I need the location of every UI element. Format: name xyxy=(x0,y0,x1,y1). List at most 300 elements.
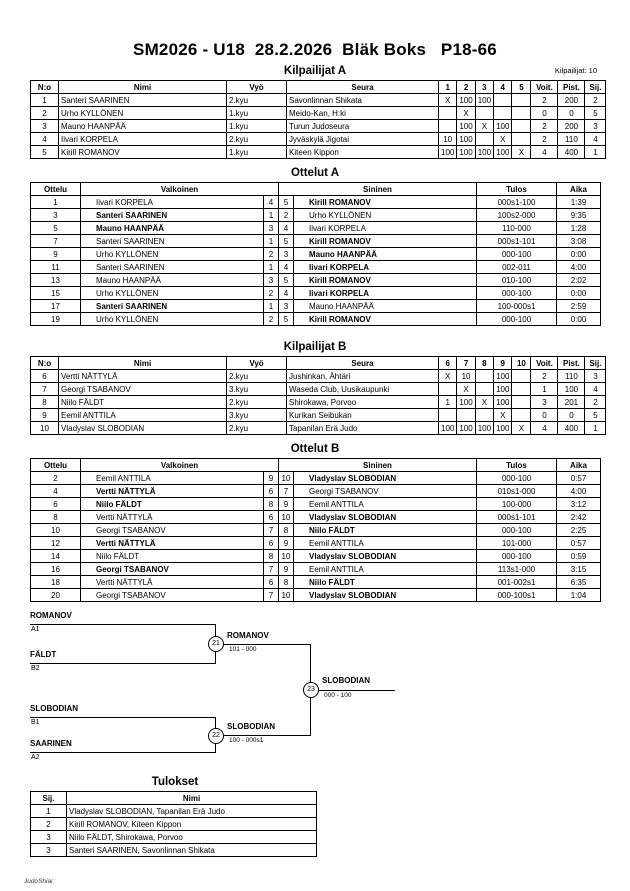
match-time: 1:04 xyxy=(557,589,601,602)
blue-competitor: Iivari KORPELA xyxy=(294,287,477,300)
column-header: 6 xyxy=(439,357,457,370)
place-cell: 2 xyxy=(585,94,606,107)
round-robin-cell xyxy=(457,409,475,422)
pool-b-table xyxy=(30,356,606,435)
match-number: 7 xyxy=(31,235,81,248)
round-robin-cell xyxy=(512,409,531,422)
competitor-belt: 2.kyu xyxy=(227,133,287,146)
match-number: 14 xyxy=(31,550,81,563)
round-robin-cell: 100 xyxy=(457,146,475,159)
competitor-name: Eemil ANTTILA xyxy=(59,409,227,422)
competitor-row xyxy=(31,133,606,146)
blue-number: 5 xyxy=(279,235,294,248)
match-time: 1:28 xyxy=(557,222,601,235)
competitor-name: Niilo FÄLDT xyxy=(59,396,227,409)
match-result: 000-100 xyxy=(477,550,557,563)
match-row xyxy=(31,485,601,498)
match-result: 001-002s1 xyxy=(477,576,557,589)
competitor-club: Kurikan Seibukan xyxy=(287,409,439,422)
points-cell: 200 xyxy=(558,94,585,107)
white-number: 3 xyxy=(264,274,279,287)
match-row xyxy=(31,261,601,274)
round-robin-cell: 100 xyxy=(475,422,493,435)
white-number: 6 xyxy=(264,537,279,550)
match-number: 5 xyxy=(31,222,81,235)
round-robin-cell xyxy=(439,409,457,422)
match-number: 17 xyxy=(31,300,81,313)
bracket-winner-name: ROMANOV xyxy=(227,631,269,640)
place-cell: 1 xyxy=(585,422,606,435)
column-header: 7 xyxy=(457,357,475,370)
wins-cell: 4 xyxy=(531,422,558,435)
bracket-line xyxy=(30,624,216,625)
competitor-belt: 2.kyu xyxy=(227,396,287,409)
competitor-number: 4 xyxy=(31,133,59,146)
competitor-belt: 1.kyu xyxy=(227,120,287,133)
round-robin-cell: 10 xyxy=(457,370,475,383)
blue-competitor: Eemil ANTTILA xyxy=(294,537,477,550)
white-competitor: Georgi TSABANOV xyxy=(81,524,264,537)
white-number: 2 xyxy=(264,287,279,300)
match-time: 0:57 xyxy=(557,537,601,550)
place-cell: 1 xyxy=(31,805,67,818)
place-cell: 3 xyxy=(31,844,67,857)
match-number: 1 xyxy=(31,196,81,209)
blue-competitor: Kirill ROMANOV xyxy=(294,274,477,287)
white-competitor: Georgi TSABANOV xyxy=(81,589,264,602)
column-header: Aika xyxy=(557,459,601,472)
blue-number: 5 xyxy=(279,313,294,326)
competitor-name: Kirill ROMANOV xyxy=(59,146,227,159)
match-row xyxy=(31,589,601,602)
competitor-name: Vladyslav SLOBODIAN xyxy=(59,422,227,435)
round-robin-cell xyxy=(439,107,457,120)
competitor-number: 5 xyxy=(31,146,59,159)
round-robin-cell: 10 xyxy=(439,133,457,146)
bracket-slot-name: SAARINEN xyxy=(30,739,72,748)
competitor-club: Jushinkan, Ähtäri xyxy=(287,370,439,383)
white-number: 2 xyxy=(264,313,279,326)
column-header: Sij. xyxy=(585,81,606,94)
bracket-line xyxy=(318,690,395,691)
wins-cell: 2 xyxy=(531,94,558,107)
column-header: Seura xyxy=(287,357,439,370)
match-row xyxy=(31,550,601,563)
match-result: 100-000s1 xyxy=(477,300,557,313)
round-robin-cell xyxy=(512,107,531,120)
blue-number: 10 xyxy=(279,472,294,485)
competitor-row xyxy=(31,383,606,396)
white-number: 1 xyxy=(264,235,279,248)
competitor-belt: 1.kyu xyxy=(227,146,287,159)
white-competitor: Eemil ANTTILA xyxy=(81,472,264,485)
pool-a-table xyxy=(30,80,606,159)
matches-b-table-host xyxy=(0,458,630,602)
blue-number: 3 xyxy=(279,300,294,313)
competitor-club: Waseda Club, Uusikaupunki xyxy=(287,383,439,396)
match-number: 3 xyxy=(31,209,81,222)
blue-number: 9 xyxy=(279,537,294,550)
match-number: 2 xyxy=(31,472,81,485)
blue-number: 3 xyxy=(279,248,294,261)
column-header: 9 xyxy=(494,357,512,370)
match-row xyxy=(31,209,601,222)
blue-competitor: Vladyslav SLOBODIAN xyxy=(294,472,477,485)
page-title: SM2026 - U18 28.2.2026 Bläk Boks P18-66 xyxy=(133,40,497,59)
match-result: 100s2-000 xyxy=(477,209,557,222)
white-number: 6 xyxy=(264,576,279,589)
bracket-winner-name: SLOBODIAN xyxy=(227,722,275,731)
blue-number: 5 xyxy=(279,196,294,209)
blue-number: 5 xyxy=(279,274,294,287)
match-result: 000-100 xyxy=(477,287,557,300)
bracket-score: 000 - 100 xyxy=(324,692,352,699)
round-robin-cell: 100 xyxy=(494,120,512,133)
bracket-line xyxy=(30,717,216,718)
competitor-club: Tapanilan Erä Judo xyxy=(287,422,439,435)
blue-competitor: Mauno HAANPÄÄ xyxy=(294,300,477,313)
column-header: Nimi xyxy=(67,792,317,805)
points-cell: 201 xyxy=(558,396,585,409)
pool-a-table-host xyxy=(0,80,630,159)
blue-competitor: Vladyslav SLOBODIAN xyxy=(294,550,477,563)
white-number: 8 xyxy=(264,550,279,563)
white-competitor: Niilo FÄLDT xyxy=(81,498,264,511)
white-number: 7 xyxy=(264,524,279,537)
competitor-number: 3 xyxy=(31,120,59,133)
match-row xyxy=(31,222,601,235)
blue-number: 9 xyxy=(279,563,294,576)
matches-b-table xyxy=(30,458,601,602)
column-header: 2 xyxy=(457,81,475,94)
blue-number: 4 xyxy=(279,287,294,300)
white-number: 4 xyxy=(264,196,279,209)
match-time: 2:59 xyxy=(557,300,601,313)
column-header: Sininen xyxy=(279,183,477,196)
match-number: 15 xyxy=(31,287,81,300)
white-number: 6 xyxy=(264,485,279,498)
blue-competitor: Iivari KORPELA xyxy=(294,222,477,235)
blue-number: 2 xyxy=(279,209,294,222)
match-result: 010s1-000 xyxy=(477,485,557,498)
place-cell: 2 xyxy=(31,818,67,831)
match-result: 000-100 xyxy=(477,313,557,326)
match-row xyxy=(31,248,601,261)
match-number: 9 xyxy=(31,248,81,261)
column-header: Ottelu xyxy=(31,459,81,472)
match-number-circle: 23 xyxy=(303,682,319,698)
white-number: 6 xyxy=(264,511,279,524)
round-robin-cell xyxy=(512,396,531,409)
competitor-row xyxy=(31,94,606,107)
white-number: 3 xyxy=(264,222,279,235)
white-competitor: Santeri SAARINEN xyxy=(81,300,264,313)
place-cell: 3 xyxy=(31,831,67,844)
column-header: Aika xyxy=(557,183,601,196)
place-cell: 5 xyxy=(585,409,606,422)
blue-number: 8 xyxy=(279,576,294,589)
round-robin-cell xyxy=(512,94,531,107)
blue-number: 10 xyxy=(279,589,294,602)
bracket-seed: A1 xyxy=(31,626,40,633)
round-robin-cell: 100 xyxy=(439,422,457,435)
bracket-line xyxy=(223,735,310,736)
round-robin-cell: 100 xyxy=(457,120,475,133)
round-robin-cell: 100 xyxy=(457,133,475,146)
column-header: Tulos xyxy=(477,183,557,196)
points-cell: 400 xyxy=(558,422,585,435)
white-competitor: Iivari KORPELA xyxy=(81,196,264,209)
round-robin-cell: X xyxy=(439,94,457,107)
points-cell: 0 xyxy=(558,409,585,422)
white-competitor: Vertti NÄTTYLÄ xyxy=(81,537,264,550)
column-header: N:o xyxy=(31,81,59,94)
competitor-name: Iivari KORPELA xyxy=(59,133,227,146)
competitor-club: Savonlinnan Shikata xyxy=(287,94,439,107)
round-robin-cell xyxy=(512,120,531,133)
wins-cell: 1 xyxy=(531,383,558,396)
white-competitor: Vertti NÄTTYLÄ xyxy=(81,576,264,589)
bracket-line xyxy=(223,644,310,645)
wins-cell: 0 xyxy=(531,409,558,422)
competitor-name: Georgi TSABANOV xyxy=(59,383,227,396)
match-number-circle: 22 xyxy=(208,728,224,744)
competitor-number: 7 xyxy=(31,383,59,396)
match-result: 101-000 xyxy=(477,537,557,550)
column-header: Nimi xyxy=(59,357,227,370)
column-header: Nimi xyxy=(59,81,227,94)
match-number: 20 xyxy=(31,589,81,602)
result-name-cell: Santeri SAARINEN, Savonlinnan Shikata xyxy=(67,844,317,857)
points-cell: 100 xyxy=(558,383,585,396)
round-robin-cell: X xyxy=(475,396,493,409)
match-row xyxy=(31,274,601,287)
match-number: 19 xyxy=(31,313,81,326)
round-robin-cell: X xyxy=(494,133,512,146)
round-robin-cell xyxy=(494,94,512,107)
blue-competitor: Kirill ROMANOV xyxy=(294,235,477,248)
match-row xyxy=(31,196,601,209)
points-cell: 400 xyxy=(558,146,585,159)
bracket-seed: B2 xyxy=(31,665,40,672)
competitor-club: Kiteen Kippon xyxy=(287,146,439,159)
white-competitor: Santeri SAARINEN xyxy=(81,261,264,274)
match-number: 13 xyxy=(31,274,81,287)
match-time: 0:00 xyxy=(557,313,601,326)
round-robin-cell xyxy=(475,409,493,422)
results-table xyxy=(30,791,317,857)
competitor-club: Jyväskylä Jigotai xyxy=(287,133,439,146)
competitor-number: 10 xyxy=(31,422,59,435)
match-row xyxy=(31,472,601,485)
blue-competitor: Mauno HAANPÄÄ xyxy=(294,248,477,261)
competitor-number: 6 xyxy=(31,370,59,383)
round-robin-cell: 100 xyxy=(494,146,512,159)
match-time: 4:00 xyxy=(557,485,601,498)
match-result: 000-100s1 xyxy=(477,589,557,602)
matches-a-table xyxy=(30,182,601,326)
white-number: 7 xyxy=(264,563,279,576)
round-robin-cell xyxy=(512,133,531,146)
white-number: 1 xyxy=(264,209,279,222)
points-cell: 0 xyxy=(558,107,585,120)
match-number: 4 xyxy=(31,485,81,498)
match-time: 2:42 xyxy=(557,511,601,524)
wins-cell: 4 xyxy=(531,146,558,159)
round-robin-cell: 100 xyxy=(494,370,512,383)
match-result: 010-100 xyxy=(477,274,557,287)
column-header: Pist. xyxy=(558,81,585,94)
pool-b-table-host xyxy=(0,356,630,435)
blue-competitor: Niilo FÄLDT xyxy=(294,524,477,537)
column-header: 8 xyxy=(475,357,493,370)
match-number: 16 xyxy=(31,563,81,576)
blue-number: 10 xyxy=(279,550,294,563)
competitor-row xyxy=(31,422,606,435)
round-robin-cell xyxy=(475,107,493,120)
competitor-row xyxy=(31,396,606,409)
competitor-number: 9 xyxy=(31,409,59,422)
result-row xyxy=(31,818,317,831)
blue-number: 9 xyxy=(279,498,294,511)
bracket-score: 100 - 000s1 xyxy=(229,737,264,744)
column-header: Voit. xyxy=(531,81,558,94)
blue-competitor: Eemil ANTTILA xyxy=(294,498,477,511)
column-header: Sij. xyxy=(585,357,606,370)
competitor-row xyxy=(31,409,606,422)
result-row xyxy=(31,805,317,818)
match-number: 12 xyxy=(31,537,81,550)
white-number: 2 xyxy=(264,248,279,261)
white-number: 8 xyxy=(264,498,279,511)
competitor-belt: 3.kyu xyxy=(227,383,287,396)
competitor-row xyxy=(31,120,606,133)
blue-competitor: Eemil ANTTILA xyxy=(294,563,477,576)
match-result: 000s1-100 xyxy=(477,196,557,209)
column-header: Sij. xyxy=(31,792,67,805)
place-cell: 2 xyxy=(585,396,606,409)
competitor-name: Mauno HAANPÄÄ xyxy=(59,120,227,133)
match-time: 0:00 xyxy=(557,287,601,300)
competitor-belt: 3.kyu xyxy=(227,409,287,422)
blue-competitor: Georgi TSABANOV xyxy=(294,485,477,498)
bracket-line xyxy=(30,752,216,753)
blue-competitor: Urho KYLLÖNEN xyxy=(294,209,477,222)
section-title-pool-a: Kilpailijat A xyxy=(283,65,347,77)
column-header: Vyö xyxy=(227,81,287,94)
match-row xyxy=(31,235,601,248)
competitor-belt: 2.kyu xyxy=(227,422,287,435)
competitor-row xyxy=(31,107,606,120)
blue-competitor: Niilo FÄLDT xyxy=(294,576,477,589)
result-row xyxy=(31,831,317,844)
round-robin-cell: 1 xyxy=(439,396,457,409)
match-time: 3:08 xyxy=(557,235,601,248)
white-competitor: Urho KYLLÖNEN xyxy=(81,313,264,326)
white-competitor: Mauno HAANPÄÄ xyxy=(81,274,264,287)
column-header: Seura xyxy=(287,81,439,94)
blue-number: 4 xyxy=(279,261,294,274)
match-time: 3:15 xyxy=(557,563,601,576)
round-robin-cell xyxy=(475,383,493,396)
blue-competitor: Vladyslav SLOBODIAN xyxy=(294,589,477,602)
match-result: 113s1-000 xyxy=(477,563,557,576)
bracket-slot-name: FÄLDT xyxy=(30,650,57,659)
blue-competitor: Kirill ROMANOV xyxy=(294,196,477,209)
round-robin-cell xyxy=(439,120,457,133)
section-title-matches-b: Ottelut B xyxy=(290,443,340,455)
match-number: 11 xyxy=(31,261,81,274)
match-time: 1:39 xyxy=(557,196,601,209)
bracket-slot-name: SLOBODIAN xyxy=(30,704,78,713)
white-number: 1 xyxy=(264,300,279,313)
round-robin-cell: 100 xyxy=(475,146,493,159)
round-robin-cell: X xyxy=(512,422,531,435)
match-row xyxy=(31,563,601,576)
points-cell: 110 xyxy=(558,370,585,383)
match-number: 6 xyxy=(31,498,81,511)
results-section xyxy=(30,776,320,857)
wins-cell: 2 xyxy=(531,370,558,383)
blue-number: 4 xyxy=(279,222,294,235)
wins-cell: 2 xyxy=(531,120,558,133)
round-robin-cell xyxy=(494,107,512,120)
wins-cell: 2 xyxy=(531,133,558,146)
software-credit: JudoShiai xyxy=(24,878,53,885)
match-result: 002-011 xyxy=(477,261,557,274)
matches-a-table-host xyxy=(0,182,630,326)
result-name-cell: Vladyslav SLOBODIAN, Tapanilan Erä Judo xyxy=(67,805,317,818)
white-competitor: Urho KYLLÖNEN xyxy=(81,248,264,261)
result-name-cell: Niilo FÄLDT, Shirokawa, Porvoo xyxy=(67,831,317,844)
medal-bracket xyxy=(30,608,630,766)
competitor-belt: 2.kyu xyxy=(227,370,287,383)
match-time: 3:12 xyxy=(557,498,601,511)
competitor-club: Shirokawa, Porvoo xyxy=(287,396,439,409)
blue-number: 8 xyxy=(279,524,294,537)
white-competitor: Vertti NÄTTYLÄ xyxy=(81,485,264,498)
column-header: 4 xyxy=(494,81,512,94)
column-header: Valkoinen xyxy=(81,459,279,472)
wins-cell: 3 xyxy=(531,396,558,409)
match-time: 0:57 xyxy=(557,472,601,485)
column-header: Pist. xyxy=(558,357,585,370)
competitor-club: Turun Judoseura xyxy=(287,120,439,133)
place-cell: 1 xyxy=(585,146,606,159)
bracket-winner-name: SLOBODIAN xyxy=(322,676,370,685)
place-cell: 5 xyxy=(585,107,606,120)
match-time: 4:00 xyxy=(557,261,601,274)
match-number: 8 xyxy=(31,511,81,524)
match-number-circle: 21 xyxy=(208,636,224,652)
match-row xyxy=(31,287,601,300)
column-header: 5 xyxy=(512,81,531,94)
match-result: 000s1-101 xyxy=(477,511,557,524)
match-result: 100-000 xyxy=(477,498,557,511)
round-robin-cell: X xyxy=(494,409,512,422)
round-robin-cell: X xyxy=(512,146,531,159)
white-competitor: Niilo FÄLDT xyxy=(81,550,264,563)
result-row xyxy=(31,844,317,857)
round-robin-cell: 100 xyxy=(494,422,512,435)
match-result: 000-100 xyxy=(477,524,557,537)
match-result: 110-000 xyxy=(477,222,557,235)
match-time: 6:35 xyxy=(557,576,601,589)
white-competitor: Georgi TSABANOV xyxy=(81,563,264,576)
competitor-club: Meido-Kan, H:ki xyxy=(287,107,439,120)
place-cell: 3 xyxy=(585,120,606,133)
blue-competitor: Kirill ROMANOV xyxy=(294,313,477,326)
